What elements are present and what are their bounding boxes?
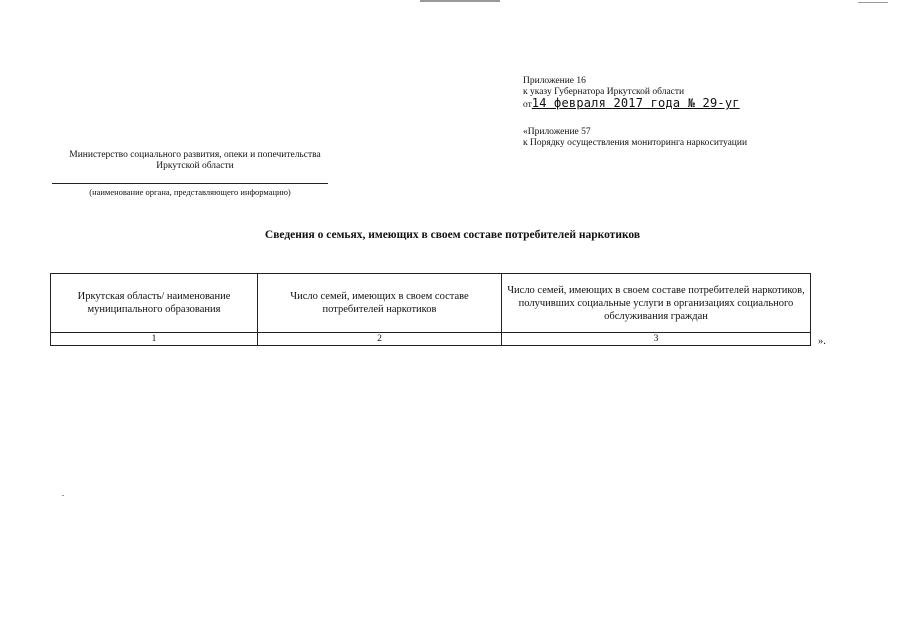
appendix-decree: к указу Губернатора Иркутской области — [523, 87, 685, 97]
appendix-date-prefix: от — [523, 100, 532, 110]
table-number-row — [51, 333, 811, 346]
scan-artifact — [858, 2, 888, 3]
sub-appendix-order: к Порядку осуществления мониторинга наркоситуации — [523, 138, 748, 148]
column-number-2: 2 — [258, 333, 502, 346]
ministry-caption: (наименование органа, представляющего информацию) — [89, 187, 291, 197]
sub-appendix-number: «Приложение 57 — [523, 127, 591, 137]
column-number-1: 1 — [51, 333, 258, 346]
scan-artifact — [420, 0, 500, 2]
appendix-block — [523, 76, 740, 111]
header-cell-families-services: Число семей, имеющих в своем составе потребителей наркотиков, получивших социальные услуги в организациях социального обслуживания граждан — [502, 274, 811, 333]
appendix-number: Приложение 16 — [523, 76, 586, 86]
column-number-3: 3 — [502, 333, 811, 346]
document-title: Сведения о семьях, имеющих в своем составе потребителей наркотиков — [264, 229, 641, 241]
appendix-date-line — [523, 98, 740, 111]
appendix-date-handwritten: 14 февраля 2017 года № 29-уг — [531, 96, 740, 110]
table-header-row — [51, 274, 811, 333]
ministry-line-1: Министерство социального развития, опеки и попечительства — [69, 150, 321, 160]
ministry-line-2: Иркутской области — [156, 161, 234, 171]
sub-appendix-block — [523, 127, 747, 149]
closing-quote: ». — [818, 336, 826, 347]
header-cell-region: Иркутская область/ наименование муниципального образования — [51, 274, 258, 333]
scan-speck — [62, 495, 64, 496]
ministry-rule — [52, 183, 328, 184]
ministry-name — [50, 150, 340, 172]
header-cell-families: Число семей, имеющих в своем составе потребителей наркотиков — [258, 274, 502, 333]
report-table — [50, 273, 811, 346]
